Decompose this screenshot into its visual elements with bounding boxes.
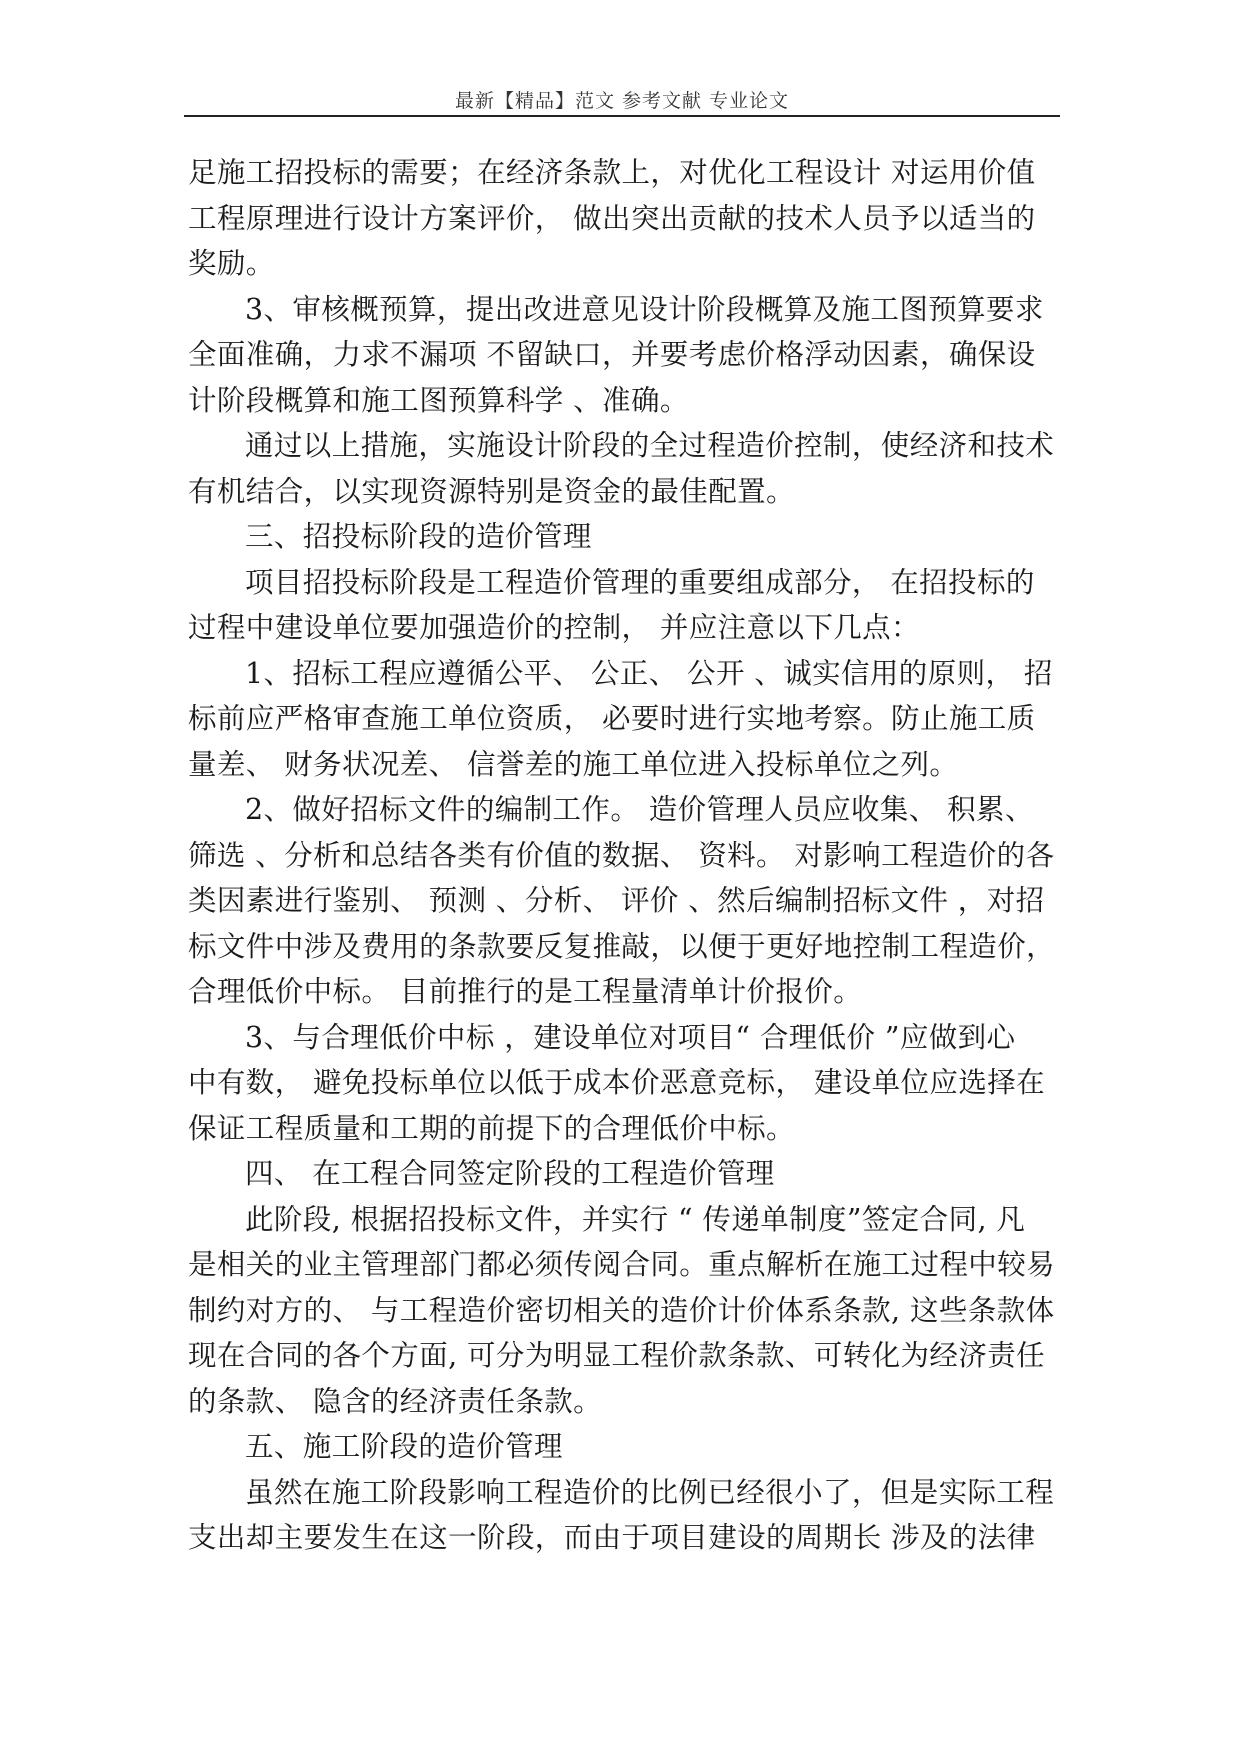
text-line: 四、 在工程合同签定阶段的工程造价管理 [245,1157,775,1190]
document-body [188,150,1060,1561]
text-line: 合理低价中标。 目前推行的是工程量清单计价报价。 [188,975,863,1008]
text-line: 三、招投标阶段的造价管理 [245,520,592,553]
text-line: 奖励。 [188,247,275,280]
text-line: 计阶段概算和施工图预算科学 、准确。 [188,383,689,417]
text-line: 支出却主要发生在这一阶段，而由于项目建设的周期长 涉及的法律 [188,1521,1036,1554]
text-line: 1、招标工程应遵循公平、 公正、 公开 、诚实信用的原则， 招 [245,656,1053,690]
text-line: 过程中建设单位要加强造价的控制， 并应注意以下几点： [188,611,920,644]
page-header: 最新【精品】范文 参考文献 专业论文 [454,90,790,112]
text-line: 类因素进行鉴别、 预测 、分析、 评价 、然后编制招标文件 ，对招 [188,884,1045,917]
text-line: 标文件中涉及费用的条款要反复推敲，以便于更好地控制工程造价， [188,929,1056,963]
text-line: 项目招投标阶段是工程造价管理的重要组成部分， 在招投标的 [245,565,1035,599]
text-line: 现在合同的各个方面, 可分为明显工程价款条款、可转化为经济责任 [188,1339,1046,1372]
text-line: 此阶段, 根据招投标文件，并实行 “ 传递单制度”签定合同, 凡 [245,1202,1026,1236]
text-line: 的条款、 隐含的经济责任条款。 [188,1384,603,1418]
text-line: 制约对方的、 与工程造价密切相关的造价计价体系条款, 这些条款体 [188,1293,1055,1327]
text-line: 虽然在施工阶段影响工程造价的比例已经很小了，但是实际工程 [245,1475,1055,1509]
text-line: 足施工招投标的需要；在经济条款上，对优化工程设计 对运用价值 [188,156,1036,189]
text-line: 2、做好招标文件的编制工作。 造价管理人员应收集、 积累、 [245,793,1034,826]
text-line: 保证工程质量和工期的前提下的合理低价中标。 [188,1111,795,1145]
text-line: 有机结合，以实现资源特别是资金的最佳配置。 [188,474,795,508]
text-line: 3、与合理低价中标 ，建设单位对项目“ 合理低价 ”应做到心 [245,1020,1016,1054]
text-line: 通过以上措施，实施设计阶段的全过程造价控制，使经济和技术 [245,429,1055,462]
text-line: 3、审核概预算，提出改进意见设计阶段概算及施工图预算要求 [245,292,1044,326]
text-line: 五、施工阶段的造价管理 [245,1430,563,1463]
text-line: 工程原理进行设计方案评价， 做出突出贡献的技术人员予以适当的 [188,201,1036,235]
text-line: 标前应严格审查施工单位资质， 必要时进行实地考察。防止施工质 [188,702,1036,735]
text-line: 中有数， 避免投标单位以低于成本价恶意竞标， 建设单位应选择在 [188,1066,1046,1099]
text-line: 是相关的业主管理部门都必须传阅合同。重点解析在施工过程中较易 [188,1248,1056,1281]
text-line: 量差、 财务状况差、 信誉差的施工单位进入投标单位之列。 [188,747,959,781]
text-line: 全面准确，力求不漏项 不留缺口，并要考虑价格浮动因素，确保设 [188,338,1036,371]
header-rule [184,115,1060,117]
text-line: 筛选 、分析和总结各类有价值的数据、 资料。 对影响工程造价的各 [188,838,1055,872]
